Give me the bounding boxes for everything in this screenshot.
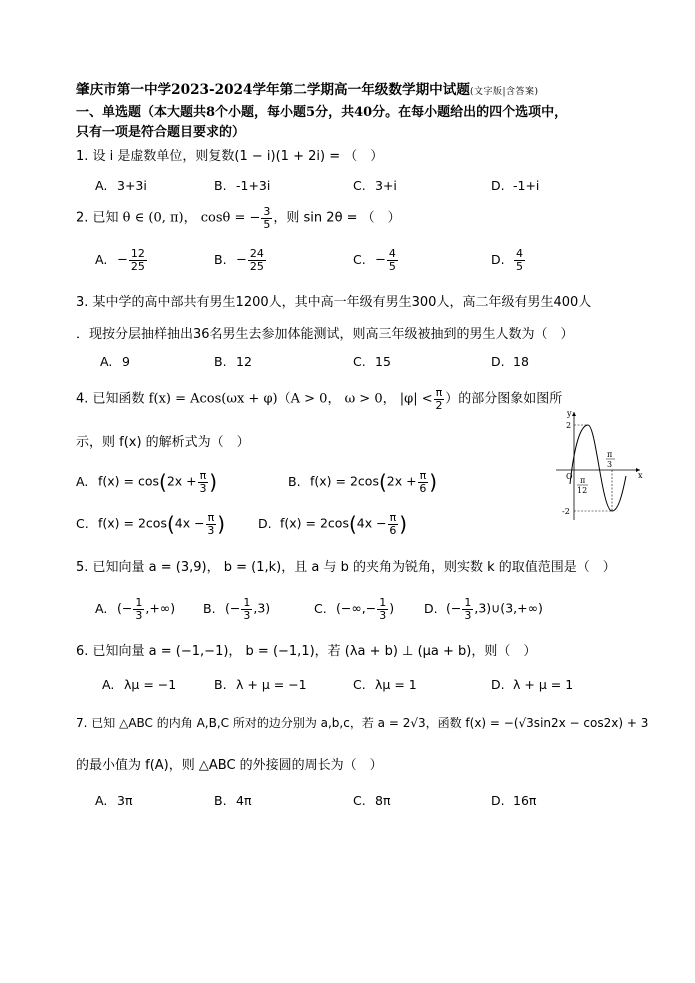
q2-option-c[interactable] xyxy=(353,248,399,272)
fraction-num: 3 xyxy=(263,205,271,218)
fraction-den: 6 xyxy=(419,481,427,495)
fraction-num: π xyxy=(435,386,443,399)
option-sign: − xyxy=(375,252,386,268)
question-4-line1 xyxy=(76,387,562,411)
option-func: f(x) = 2cos xyxy=(310,473,379,489)
question-6 xyxy=(76,640,536,659)
fraction xyxy=(248,248,266,272)
exam-title-suffix: (文字版|含答案) xyxy=(469,87,539,97)
question-4-line2: 示，则 f(x) 的解析式为（ ） xyxy=(76,435,250,450)
option-label: A. xyxy=(95,793,108,808)
fraction xyxy=(387,248,398,272)
tick-pi-3-num: π xyxy=(607,450,613,459)
option-func: f(x) = cos xyxy=(98,473,160,489)
question-number: 6. xyxy=(76,644,89,659)
question-number: 2. xyxy=(76,210,89,226)
option-label: A. xyxy=(76,473,89,489)
question-text: 已知向量 a = (−1,−1)， b = (−1,1)，若 (λa + b) ⊥ (μa + b)，则（ ） xyxy=(92,644,537,659)
q6-option-a[interactable] xyxy=(102,677,176,692)
paren-left: ( xyxy=(348,512,357,537)
option-label: C. xyxy=(353,354,366,369)
fraction-num: 24 xyxy=(249,247,264,260)
paren-right: ) xyxy=(399,512,408,537)
option-pre: (− xyxy=(446,600,462,616)
fraction-den: 2 xyxy=(435,398,443,412)
fraction-num: 1 xyxy=(464,596,472,609)
option-label: C. xyxy=(76,515,89,531)
paren-right: ) xyxy=(209,470,218,495)
option-text: 16π xyxy=(513,793,537,808)
fraction xyxy=(388,512,399,536)
y-axis-label: y xyxy=(567,409,572,418)
option-text: 15 xyxy=(375,354,391,369)
tick-pi-12-num: π xyxy=(580,476,586,485)
tick-pi-3-den: 3 xyxy=(607,460,613,469)
option-label: D. xyxy=(491,178,505,193)
fraction-den: 3 xyxy=(135,608,143,622)
question-text-part-b: ，则 sin 2θ = （ ） xyxy=(273,210,401,226)
option-label: B. xyxy=(214,677,227,692)
option-label: C. xyxy=(314,600,327,616)
q5-option-d[interactable] xyxy=(424,597,543,621)
y-min-label: -2 xyxy=(562,507,570,516)
x-axis-label: x xyxy=(638,471,643,480)
fraction xyxy=(418,470,429,494)
paren-left: ( xyxy=(166,512,175,537)
fraction-den: 5 xyxy=(388,259,396,273)
question-7-line2: 的最小值为 f(A)，则 △ABC 的外接圆的周长为（ ） xyxy=(76,758,383,773)
option-text: -1+3i xyxy=(236,178,271,193)
option-text: λ + μ = −1 xyxy=(236,677,307,692)
option-sign: − xyxy=(236,252,247,268)
q4-option-d[interactable] xyxy=(258,512,407,536)
q2-option-b[interactable] xyxy=(214,248,267,272)
q1-option-a[interactable] xyxy=(95,178,147,193)
fraction-den: 5 xyxy=(263,217,271,231)
fraction-num: π xyxy=(389,511,397,524)
option-text: 9 xyxy=(122,354,130,369)
option-inner: 4x − xyxy=(174,515,205,531)
option-label: B. xyxy=(214,251,227,267)
option-label: D. xyxy=(491,354,505,369)
paren-left: ( xyxy=(378,470,387,495)
fraction xyxy=(377,597,388,621)
fraction-num: π xyxy=(199,469,207,482)
option-post: ) xyxy=(389,600,395,616)
q7-option-d[interactable] xyxy=(491,793,536,808)
option-inner: 2x + xyxy=(166,473,197,489)
question-text: 某中学的高中部共有男生1200人，其中高一年级有男生300人，高二年级有男生400人 xyxy=(92,295,592,310)
option-label: D. xyxy=(491,251,505,267)
fraction xyxy=(133,597,144,621)
option-post: ,+∞) xyxy=(145,600,176,616)
cosine-curve xyxy=(570,425,626,511)
q7-option-c[interactable] xyxy=(353,793,390,808)
question-5 xyxy=(76,556,616,575)
question-number: 7. xyxy=(76,716,88,730)
option-func: f(x) = 2cos xyxy=(280,515,349,531)
option-label: C. xyxy=(353,178,366,193)
option-text: 8π xyxy=(375,793,391,808)
q7-option-b[interactable] xyxy=(214,793,251,808)
question-3-line1 xyxy=(76,291,591,310)
tick-pi-12-den: 12 xyxy=(577,486,588,495)
fraction-num: 4 xyxy=(516,247,523,260)
option-text: -1+i xyxy=(513,178,540,193)
option-label: D. xyxy=(424,600,438,616)
q1-option-c[interactable] xyxy=(353,178,397,193)
question-text-part-a: 已知 θ ∈ (0, π)， cosθ = − xyxy=(92,210,261,226)
fraction-den: 3 xyxy=(243,608,251,622)
fraction-den: 3 xyxy=(207,523,215,537)
option-label: D. xyxy=(491,793,505,808)
fraction-den: 3 xyxy=(199,481,207,495)
question-number: 5. xyxy=(76,560,89,575)
fraction-den: 6 xyxy=(389,523,397,537)
option-text: 3π xyxy=(117,793,133,808)
q6-option-c[interactable] xyxy=(353,677,417,692)
question-text-part-a: 已知函数 f(x) = Acos(ωx + φ)（A > 0， ω > 0， |φ| < xyxy=(92,391,433,407)
q4-option-c[interactable] xyxy=(76,512,225,536)
q6-option-d[interactable] xyxy=(491,677,573,692)
paren-right: ) xyxy=(217,512,226,537)
option-label: A. xyxy=(95,600,108,616)
fraction xyxy=(241,597,252,621)
q5-option-a[interactable] xyxy=(95,597,175,621)
q4-option-b[interactable] xyxy=(288,470,437,494)
question-3-line2: ．现按分层抽样抽出36名男生去参加体能测试，则高三年级被抽到的男生人数为（ ） xyxy=(76,327,574,342)
option-label: C. xyxy=(353,793,366,808)
q6-option-b[interactable] xyxy=(214,677,307,692)
option-label: A. xyxy=(102,677,115,692)
q3-option-c[interactable] xyxy=(353,354,391,369)
y-max-label: 2 xyxy=(566,421,572,430)
fraction-den: 5 xyxy=(516,259,523,273)
fraction-den: 3 xyxy=(379,608,387,622)
question-2 xyxy=(76,206,401,230)
option-label: B. xyxy=(214,354,227,369)
fraction-den: 3 xyxy=(464,608,472,622)
fraction-num: 1 xyxy=(379,596,387,609)
option-pre: (− xyxy=(117,600,133,616)
q5-option-b[interactable] xyxy=(203,597,270,621)
option-label: C. xyxy=(353,251,366,267)
option-text: 12 xyxy=(236,354,252,369)
fraction xyxy=(198,470,209,494)
question-7-line1 xyxy=(76,714,648,731)
fraction xyxy=(434,387,445,411)
option-pre: (−∞,− xyxy=(336,600,377,616)
fraction-num: π xyxy=(207,511,215,524)
fraction xyxy=(514,248,525,272)
option-label: D. xyxy=(491,677,505,692)
question-text: 已知 △ABC 的内角 A,B,C 所对的边分别为 a,b,c，若 a = 2√3，函数 f(x) = −(√3sin2x − cos2x) + 3 xyxy=(91,716,649,730)
question-1 xyxy=(76,145,383,164)
option-label: D. xyxy=(258,515,272,531)
fraction-den: 25 xyxy=(130,259,145,273)
q2-option-a[interactable] xyxy=(95,248,148,272)
question-text: 设 i 是虚数单位，则复数(1 − i)(1 + 2i) = （ ） xyxy=(92,149,384,164)
q3-option-a[interactable] xyxy=(100,354,130,369)
fraction-num: 1 xyxy=(135,596,143,609)
q5-option-c[interactable] xyxy=(314,597,394,621)
option-inner: 4x − xyxy=(356,515,387,531)
option-text: 3+3i xyxy=(117,178,147,193)
q1-option-b[interactable] xyxy=(214,178,270,193)
option-label: B. xyxy=(214,793,227,808)
exam-title-text: 肇庆市第一中学2023-2024学年第二学期高一年级数学期中试题 xyxy=(76,82,470,98)
option-text: λμ = 1 xyxy=(375,677,417,692)
option-text: 4π xyxy=(236,793,252,808)
option-inner: 2x + xyxy=(386,473,417,489)
option-label: B. xyxy=(288,473,301,489)
option-text: λμ = −1 xyxy=(124,677,177,692)
fraction xyxy=(462,597,473,621)
q7-option-a[interactable] xyxy=(95,793,132,808)
option-label: A. xyxy=(100,354,113,369)
fraction-num: 12 xyxy=(130,247,145,260)
section-heading-line2: 只有一项是符合题目要求的） xyxy=(76,125,246,140)
fraction xyxy=(261,206,272,230)
option-text: 3+i xyxy=(375,178,397,193)
option-sign: − xyxy=(117,252,128,268)
exam-title xyxy=(76,78,539,98)
question-text-part-b: ）的部分图象如图所 xyxy=(445,391,563,407)
q4-option-a[interactable] xyxy=(76,470,217,494)
fraction-num: π xyxy=(419,469,427,482)
option-label: B. xyxy=(214,178,227,193)
q2-option-d[interactable] xyxy=(491,248,526,272)
question-number: 3. xyxy=(76,295,89,310)
fraction xyxy=(206,512,217,536)
paren-right: ) xyxy=(429,470,438,495)
option-label: B. xyxy=(203,600,216,616)
paren-left: ( xyxy=(159,470,167,495)
question-number: 1. xyxy=(76,149,89,164)
option-func: f(x) = 2cos xyxy=(98,515,167,531)
option-label: A. xyxy=(95,251,108,267)
q1-option-d[interactable] xyxy=(491,178,539,193)
option-text: λ + μ = 1 xyxy=(513,677,574,692)
fraction-den: 25 xyxy=(249,259,264,273)
question-text: 已知向量 a = (3,9)， b = (1,k)，且 a 与 b 的夹角为锐角，则实数 k 的取值范围是（ ） xyxy=(92,560,616,575)
option-label: A. xyxy=(95,178,108,193)
q3-option-d[interactable] xyxy=(491,354,529,369)
question-number: 4. xyxy=(76,391,89,407)
option-pre: (− xyxy=(225,600,241,616)
option-text: 18 xyxy=(513,354,529,369)
option-post: ,3)∪(3,+∞) xyxy=(474,600,543,616)
y-axis-arrow xyxy=(572,412,576,416)
option-post: ,3) xyxy=(253,600,271,616)
cosine-graph xyxy=(552,408,644,526)
fraction-num: 4 xyxy=(388,247,396,260)
section-heading-line1: 一、单选题（本大题共8个小题，每小题5分，共40分。在每小题给出的四个选项中， xyxy=(76,105,568,120)
q3-option-b[interactable] xyxy=(214,354,252,369)
option-label: C. xyxy=(353,677,366,692)
origin-label: O xyxy=(566,472,573,481)
fraction-num: 1 xyxy=(243,596,251,609)
fraction xyxy=(129,248,147,272)
